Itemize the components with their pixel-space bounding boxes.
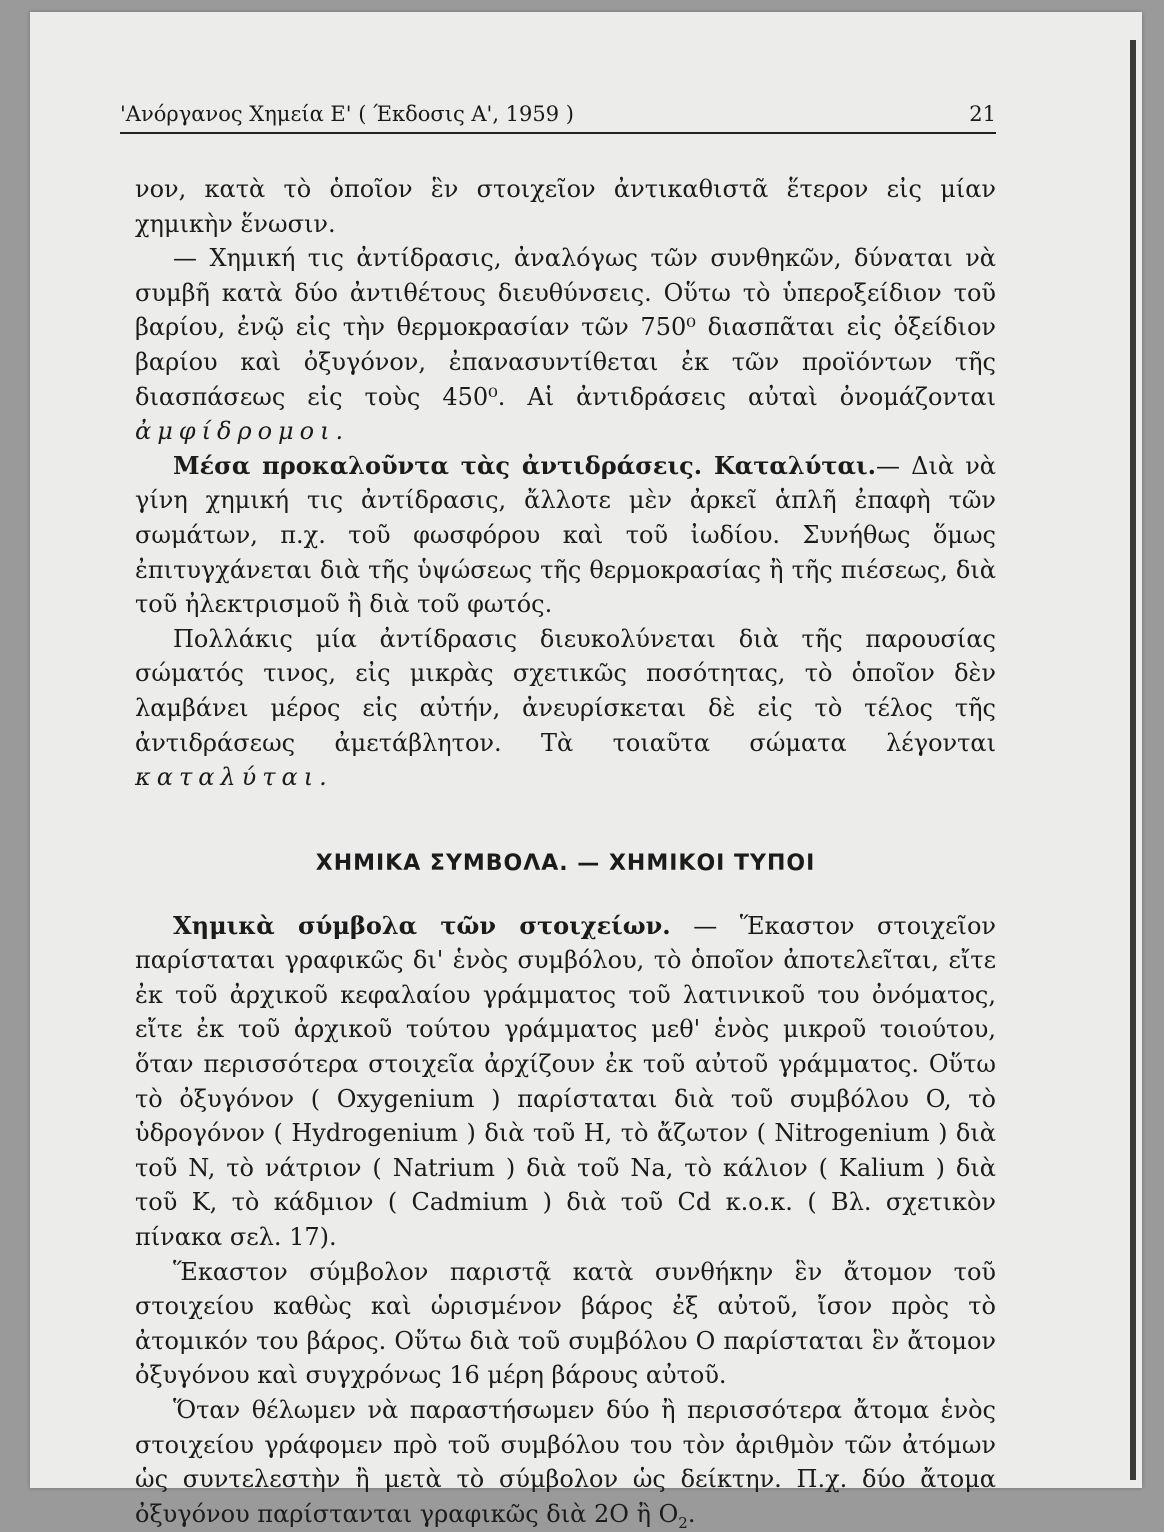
paragraph-text: — Διὰ νὰ γίνη χημική τις ἀντίδρασις, ἄλλοτε μὲν ἀρκεῖ ἁπλῆ ἐπαφὴ τῶν σωμάτων, π.χ. τοῦ φωσφόρου καὶ τοῦ ἰωδίου. Συνήθως ὅμως ἐπιτυγχάνεται διὰ τῆς ὑψώσεως τῆς θερμοκρασίας ἢ τῆς πιέσεως, διὰ τοῦ ἠλεκτρισμοῦ ἢ διὰ τοῦ φωτός. <box>135 451 996 619</box>
paragraph-end: . <box>687 1499 696 1528</box>
section-lead: Μέσα προκαλοῦντα τὰς ἀντιδράσεις. Καταλύται. <box>173 450 876 480</box>
section-heading: ΧΗΜΙΚΑ ΣΥΜΒΟΛΑ. — ΧΗΜΙΚΟΙ ΤΥΠΟΙ <box>315 850 816 876</box>
paragraph-text: Ἕκαστον σύμβολον παριστᾷ κατὰ συνθήκην ἓν ἄτομον τοῦ στοιχείου καθὼς καὶ ὡρισμένον βάρος ἐξ αὐτοῦ, ἴσον πρὸς τὸ ἀτομικόν του βάρος. Οὕτω διὰ τοῦ συμβόλου O παρίσταται ἓν ἄτομον ὀξυγόνου καὶ συγχρόνως 16 μέρη βάρους αὐτοῦ. <box>135 1257 996 1390</box>
emphasized-term: καταλύται. <box>135 763 333 792</box>
paragraph-reversible <box>135 241 996 449</box>
paragraph-continuation <box>135 172 996 241</box>
page-edge <box>1130 40 1136 1480</box>
paragraph-text: — Ἕκαστον στοιχεῖον παρίσταται γραφικῶς δι' ἑνὸς συμβόλου, τὸ ὁποῖον ἀποτελεῖται, εἴτε ἐκ τοῦ ἀρχικοῦ κεφαλαίου γράμματος τοῦ λατινικοῦ του ὀνόματος, εἴτε ἐκ τοῦ ἀρχικοῦ τούτου γράμματος μεθ' ἑνὸς μικροῦ τοιούτου, ὅταν περισσότερα στοιχεῖα ἀρχίζουν ἐκ τοῦ αὐτοῦ γράμματος. Οὕτω τὸ ὀξυγόνον ( Oxygenium ) παρίσταται διὰ τοῦ συμβόλου O, τὸ ὑδρογόνον ( Hydrogenium ) διὰ τοῦ H, τὸ ἄζωτον ( Nitrogenium ) διὰ τοῦ N, τὸ νάτριον ( Natrium ) διὰ τοῦ Na, τὸ κάλιον ( Kalium ) διὰ τοῦ K, τὸ κάδμιον ( Cadmium ) διὰ τοῦ Cd κ.ο.κ. ( Βλ. σχετικὸν πίνακα σελ. 17). <box>135 911 996 1252</box>
paragraph-catalysts-2 <box>135 622 996 795</box>
page-number: 21 <box>969 102 996 126</box>
paragraph-symbols-2 <box>135 1255 996 1393</box>
emphasized-term: ἀμφίδρομοι. <box>135 417 350 446</box>
running-header <box>120 92 996 134</box>
paragraph-text: Ὅταν θέλωμεν νὰ παραστήσωμεν δύο ἢ περισσότερα ἄτομα ἑνὸς στοιχείου γράφομεν πρὸ τοῦ συμβόλου του τὸν ἀριθμὸν τῶν ἀτόμων ὡς συντελεστὴν ἢ μετὰ τὸ σύμβολον ὡς δείκτην. Π.χ. δύο ἄτομα ὀξυγόνου παρίστανται γραφικῶς διὰ 2O ἢ O <box>135 1396 996 1528</box>
paragraph-text: Πολλάκις μία ἀντίδρασις διευκολύνεται διὰ τῆς παρουσίας σώματός τινος, εἰς μικρὰς σχετικῶς ποσότητας, τὸ ὁποῖον δὲν λαμβάνει μέρος εἰς αὐτήν, ἀνευρίσκεται δὲ εἰς τὸ τέλος τῆς ἀντιδράσεως ἀμετάβλητον. Τὰ τοιαῦτα σώματα λέγονται <box>135 624 996 757</box>
paragraph-catalysts <box>135 449 996 622</box>
paragraph-symbols-3 <box>135 1393 996 1531</box>
document-page <box>30 12 1142 1532</box>
paragraph-text: — Χημική τις ἀντίδρασις, ἀναλόγως τῶν συνθηκῶν, δύναται νὰ συμβῆ κατὰ δύο ἀντιθέτους διευθύνσεις. Οὕτω τὸ ὑπεροξείδιον τοῦ βαρίου, ἐνῷ εἰς τὴν θερμοκρασίαν τῶν 750⁰ διασπᾶται εἰς ὀξείδιον βαρίου καὶ ὀξυγόνον, ἐπανασυντίθεται ἐκ τῶν προϊόντων τῆς διασπάσεως εἰς τοὺς 450⁰. Αἱ ἀντιδράσεις αὐταὶ ὀνομάζονται <box>135 244 996 411</box>
page-body <box>135 172 996 1531</box>
header-title: 'Ανόργανος Χημεία Ε' ( Έκδοσις Α', 1959 ) <box>120 102 574 126</box>
paragraph-symbols <box>135 909 996 1255</box>
subscript: 2 <box>678 1513 688 1532</box>
paragraph-text: νον, κατὰ τὸ ὁποῖον ἓν στοιχεῖον ἀντικαθιστᾶ ἕτερον εἰς μίαν χημικὴν ἕνωσιν. <box>135 175 996 238</box>
section-lead: Χημικὰ σύμβολα τῶν στοιχείων. <box>173 910 671 940</box>
